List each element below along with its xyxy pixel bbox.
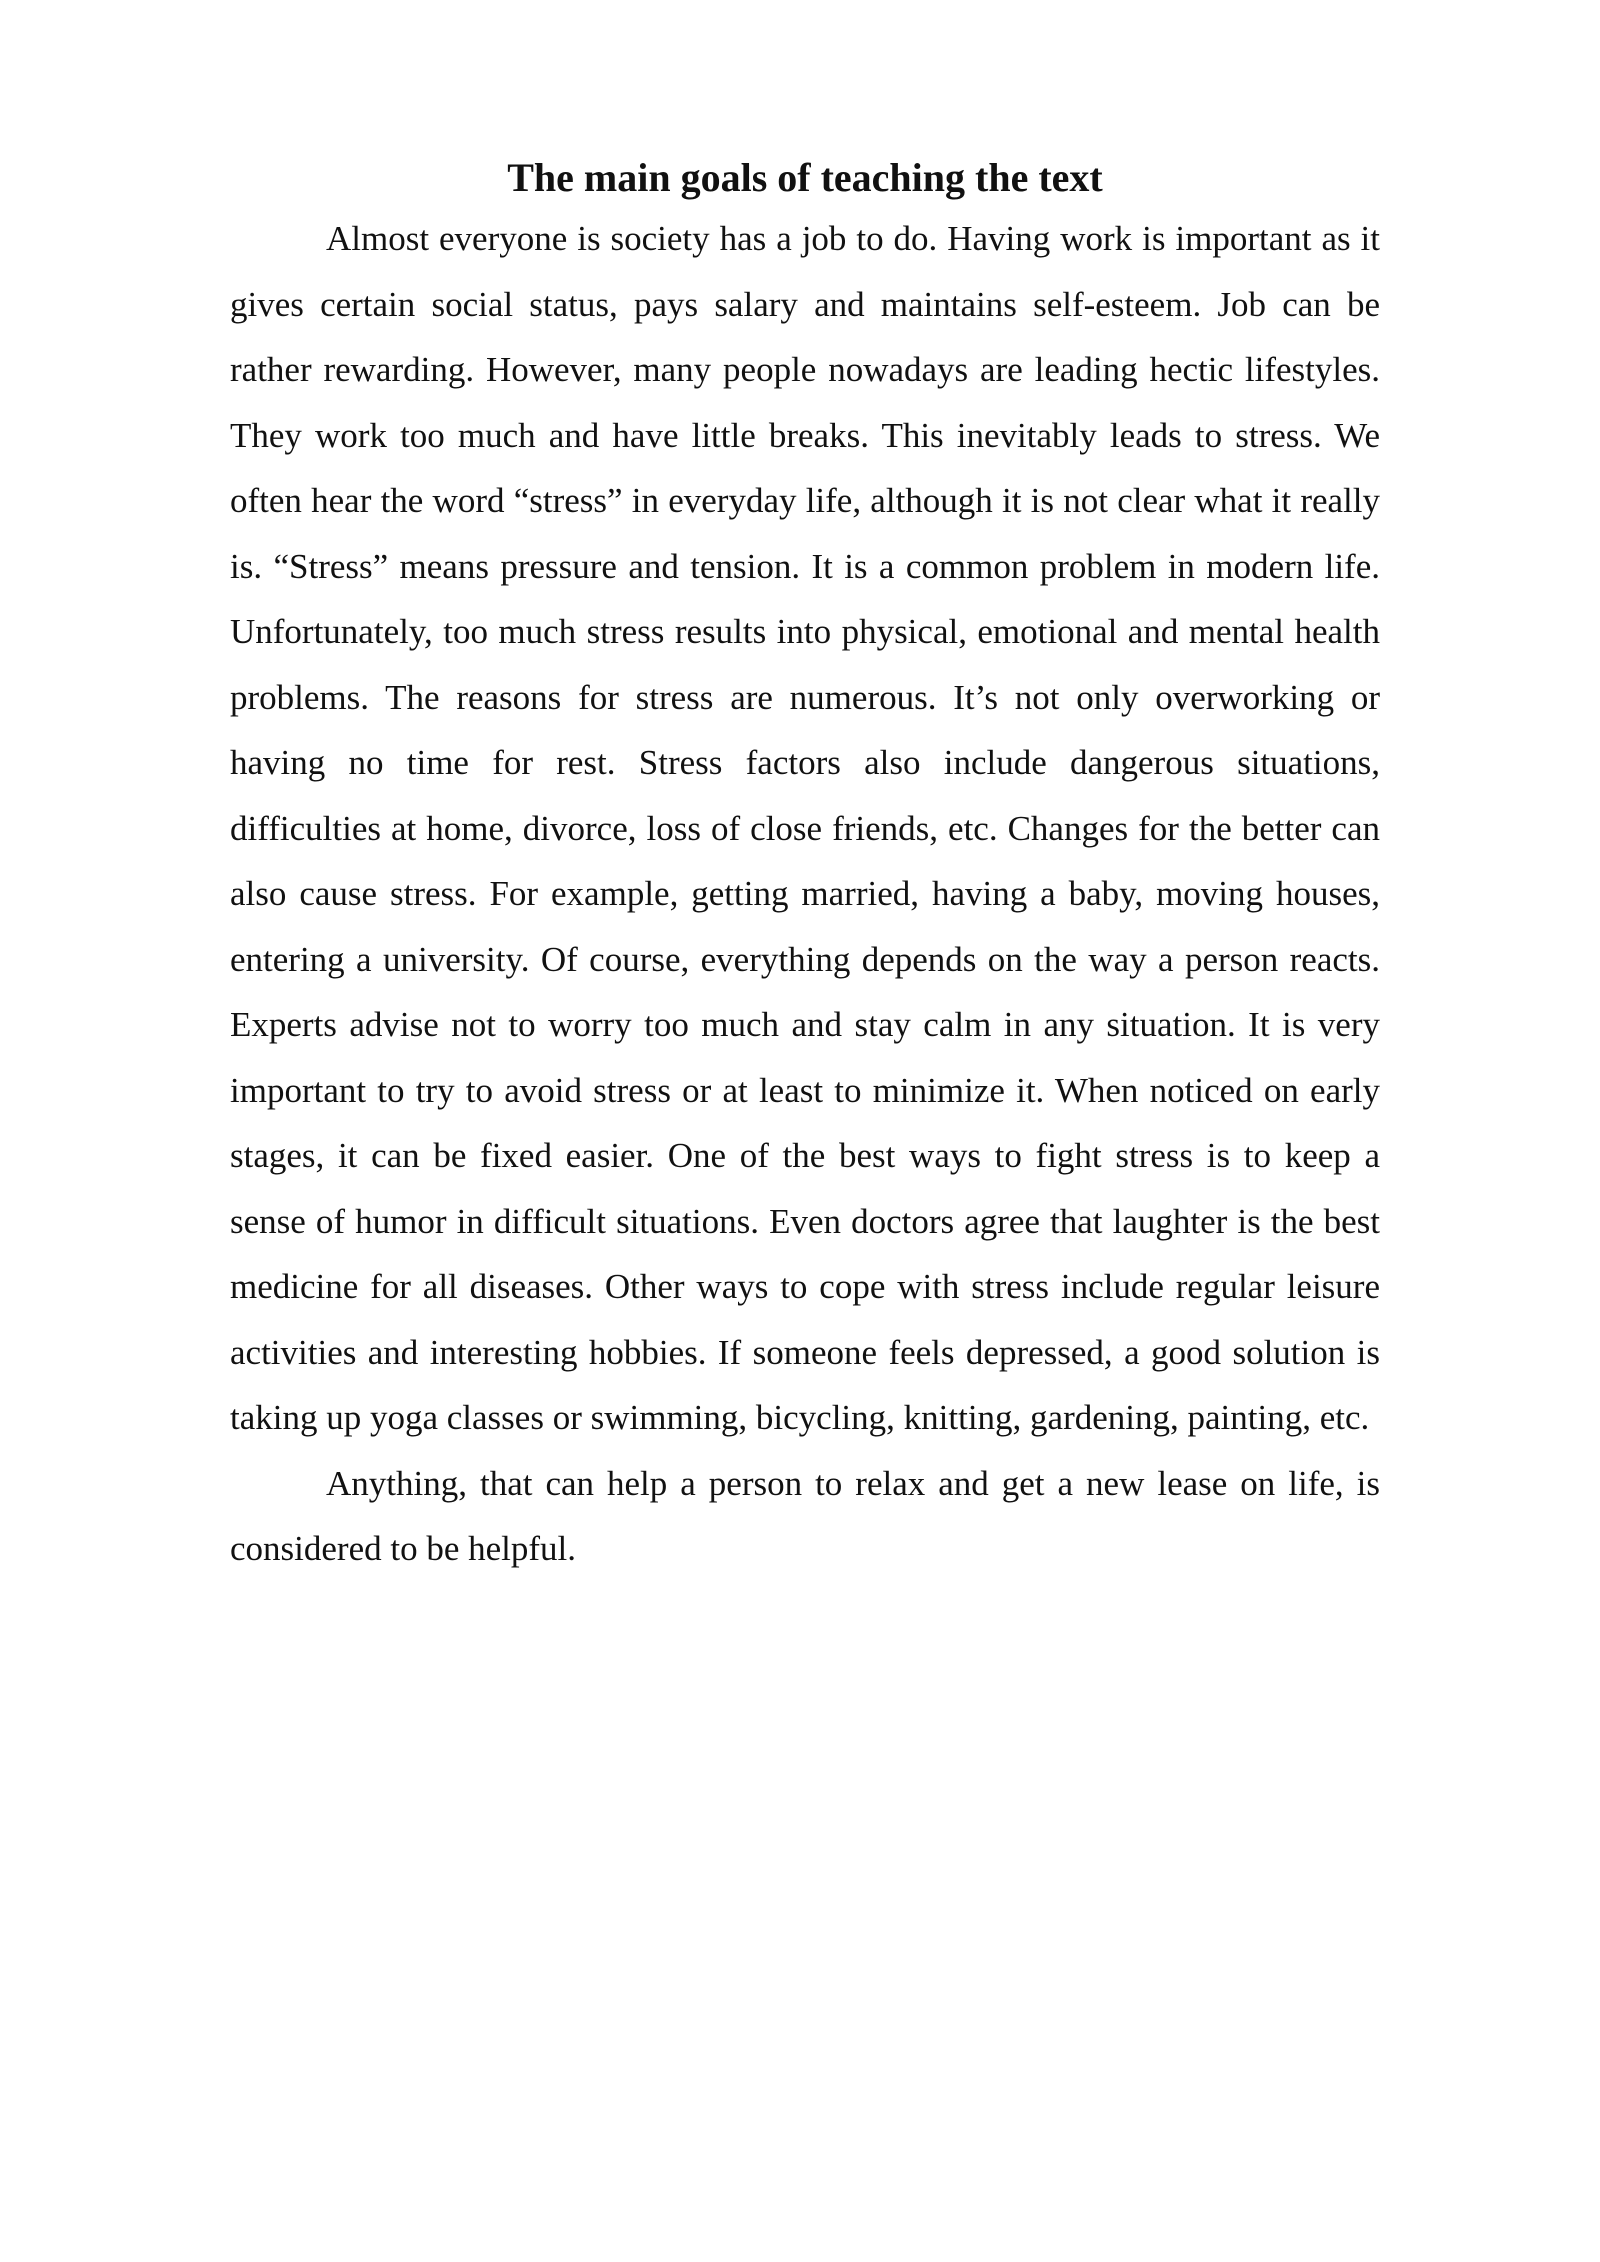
paragraph: Anything, that can help a person to relax and get a new lease on life, is considered to be helpful. [230,1463,1380,1568]
document-content [230,150,1380,1582]
paragraph: Almost everyone is society has a job to do. Having work is important as it gives certain social status, pays salary and maintains self-esteem. Job can be rather rewarding. However, many people nowadays are leading hectic lifestyles. They work too much and have little breaks. This inevitably leads to stress. We often hear the word “stress” in everyday life, although it is not clear what it really is. “Stress” means pressure and tension. It is a common problem in modern life. Unfortunately, too much stress results into physical, emotional and mental health problems. The reasons for stress are numerous. It’s not only overworking or having no time for rest. Stress factors also include dangerous situations, difficulties at home, divorce, loss of close friends, etc. Changes for the better can also cause stress. For example, getting married, having a baby, moving houses, entering a university. Of course, everything depends on the way a person reacts. Experts advise not to worry too much and stay calm in any situation. It is very important to try to avoid stress or at least to minimize it. When noticed on early stages, it can be fixed easier. One of the best ways to fight stress is to keep a sense of humor in difficult situations. Even doctors agree that laughter is the best medicine for all diseases. Other ways to cope with stress include regular leisure activities and interesting hobbies. If someone feels depressed, a good solution is taking up yoga classes or swimming, bicycling, knitting, gardening, painting, etc. [230,219,1380,1437]
document-title: The main goals of teaching the text [507,155,1103,200]
